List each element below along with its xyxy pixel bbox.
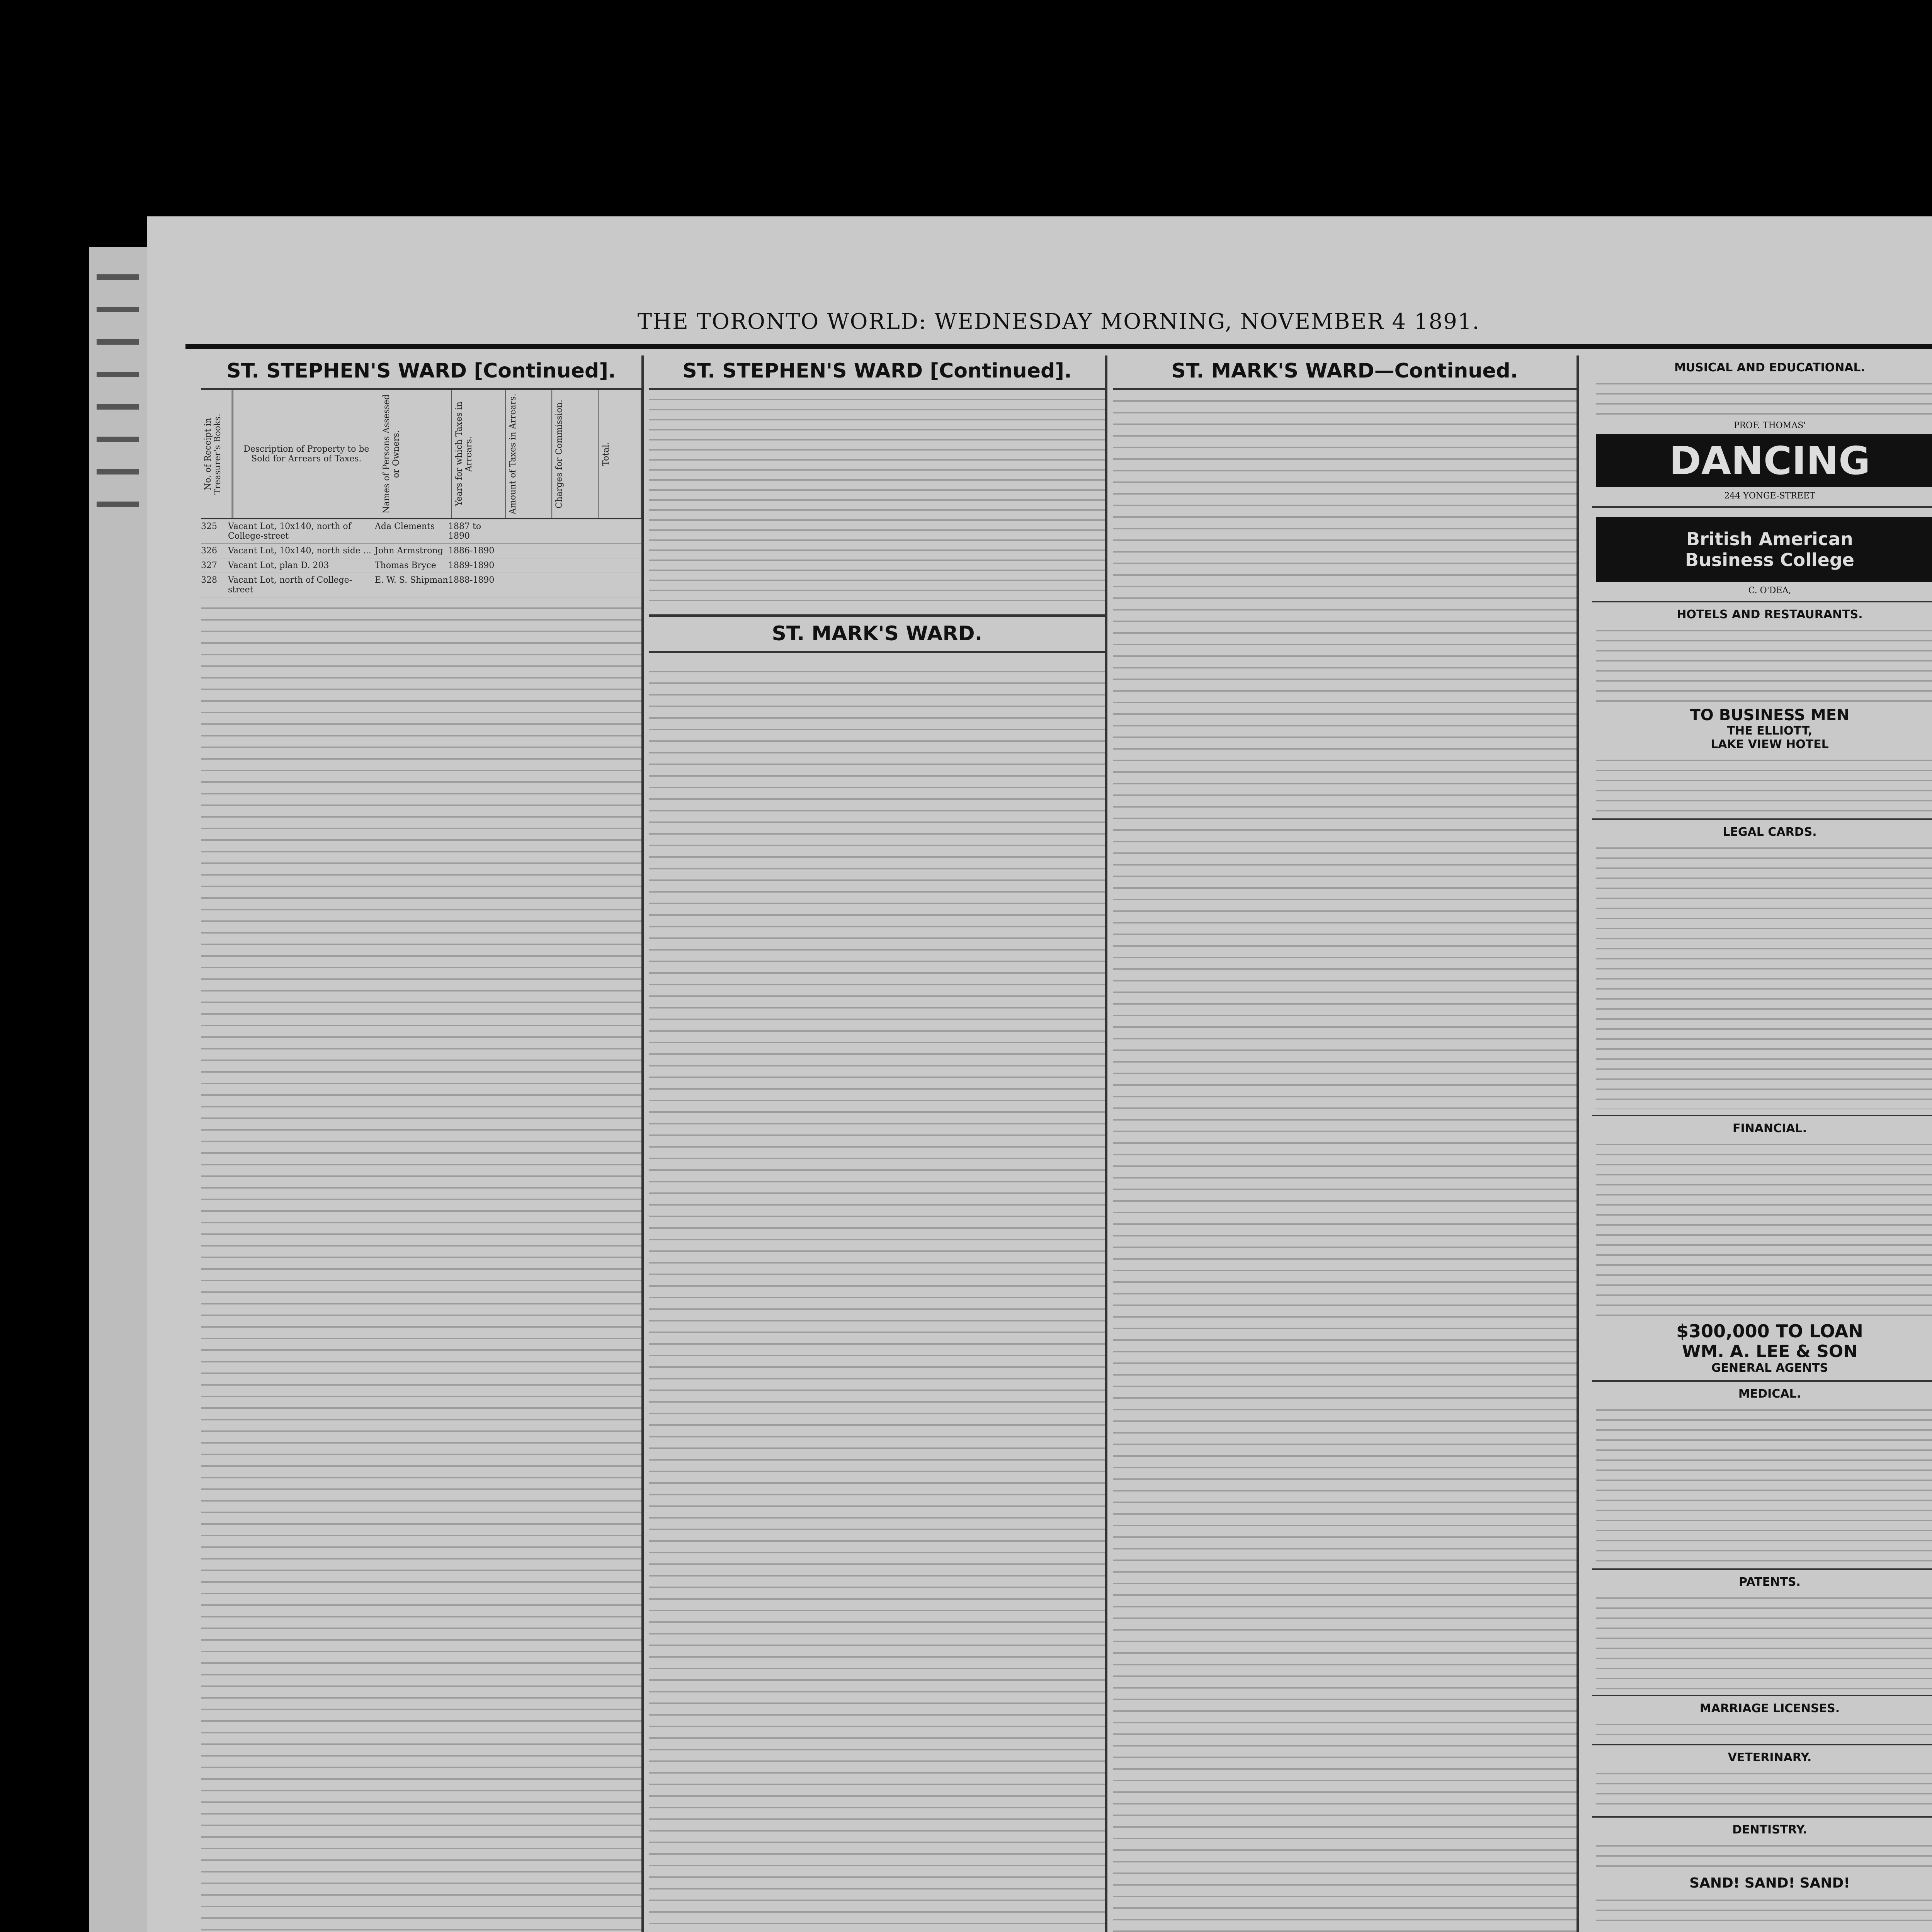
adjacent-page-edge: [89, 247, 155, 1932]
section-heading: ST. MARK'S WARD.: [649, 614, 1105, 653]
ad-text-block: [1596, 1764, 1932, 1811]
years-in-arrears: 1888-1890: [448, 575, 495, 585]
ad-hotels: [1592, 602, 1932, 820]
listing-text-block: [649, 390, 1105, 607]
ad-financial: [1592, 1116, 1932, 1382]
owner-name: Thomas Bryce: [375, 561, 436, 570]
section-label: LEGAL CARDS.: [1723, 825, 1817, 839]
ad-text-block: [1596, 374, 1932, 421]
ad-address: 244 YONGE-STREET: [1724, 491, 1815, 501]
header-years: Years for which Taxes in Arrears.: [452, 390, 506, 518]
masthead: THE TORONTO WORLD: WEDNESDAY MORNING, NOVEMBER 4 1891.: [185, 309, 1932, 349]
header-description: Description of Property to be Sold for Arrears of Taxes.: [233, 390, 380, 518]
listing-text-block: [649, 661, 1105, 1932]
years-in-arrears: 1889-1890: [448, 561, 495, 570]
section-label: MUSICAL AND EDUCATIONAL.: [1674, 361, 1866, 374]
receipt-number: 326: [201, 546, 217, 556]
property-description: Vacant Lot, plan D. 203: [228, 561, 329, 570]
ad-legal: [1592, 820, 1932, 1116]
receipt-number: 327: [201, 561, 217, 570]
header-owner: Names of Persons Assessed or Owners.: [379, 390, 452, 518]
column-heading: ST. STEPHEN'S WARD [Continued].: [649, 355, 1105, 390]
ad-name: C. O'DEA,: [1748, 586, 1791, 595]
ad-marriage: [1592, 1696, 1932, 1745]
column-3: [1113, 355, 1579, 1932]
ad-title: SAND! SAND! SAND!: [1689, 1875, 1850, 1891]
ad-business-college: [1592, 508, 1932, 602]
newspaper-page: [147, 216, 1932, 1932]
ad-text-block: [1596, 1589, 1932, 1689]
ad-text-block: [1596, 1891, 1932, 1930]
ad-text-block: [1596, 1715, 1932, 1738]
owner-name: E. W. S. Shipman: [375, 575, 448, 585]
ad-title: British American: [1686, 529, 1853, 549]
section-label: DENTISTRY.: [1732, 1823, 1807, 1837]
ad-title: THE ELLIOTT,: [1727, 724, 1813, 738]
receipt-number: 328: [201, 575, 217, 585]
ad-title: DANCING: [1596, 434, 1932, 487]
column-2: [649, 355, 1107, 1932]
years-in-arrears: 1886-1890: [448, 546, 495, 556]
section-label: HOTELS AND RESTAURANTS.: [1677, 608, 1863, 621]
ad-title: LAKE VIEW HOTEL: [1711, 738, 1829, 751]
receipt-number: 325: [201, 522, 217, 531]
column-heading: ST. STEPHEN'S WARD [Continued].: [201, 355, 641, 390]
section-label: MARRIAGE LICENSES.: [1699, 1702, 1840, 1715]
ad-patents: [1592, 1570, 1932, 1696]
ad-dancing: [1592, 355, 1932, 508]
ad-text-block: [1596, 751, 1932, 813]
ad-subtitle: GENERAL AGENTS: [1711, 1361, 1828, 1375]
header-total: Total.: [599, 390, 641, 518]
table-row: [201, 544, 641, 558]
ad-title: WM. A. LEE & SON: [1682, 1342, 1858, 1361]
ad-banner: [1596, 517, 1932, 582]
table-row: [201, 519, 641, 544]
ad-text-block: [1596, 1837, 1932, 1875]
property-description: Vacant Lot, north of College-street: [228, 575, 352, 595]
property-description: Vacant Lot, 10x140, north of College-street: [228, 522, 351, 541]
section-label: VETERINARY.: [1728, 1751, 1812, 1764]
ad-subtitle: PROF. THOMAS': [1733, 421, 1806, 430]
ad-text-block: [1596, 1401, 1932, 1563]
column-heading: ST. MARK'S WARD—Continued.: [1113, 355, 1577, 390]
years-in-arrears: 1887 to 1890: [448, 522, 481, 541]
table-headers: [201, 390, 641, 519]
listing-text-block: [201, 597, 641, 1932]
ad-veterinary: [1592, 1745, 1932, 1818]
ad-text-block: [1596, 1135, 1932, 1321]
owner-name: John Armstrong: [375, 546, 443, 556]
ad-title: Business College: [1685, 549, 1854, 570]
section-label: MEDICAL.: [1738, 1387, 1801, 1401]
table-row: [201, 573, 641, 597]
ad-title: TO BUSINESS MEN: [1690, 706, 1850, 724]
section-label: FINANCIAL.: [1733, 1122, 1807, 1135]
listing-text-block: [1113, 390, 1577, 1932]
ad-text-block: [1596, 839, 1932, 1109]
ad-medical: [1592, 1382, 1932, 1570]
owner-name: Ada Clements: [375, 522, 435, 531]
column-1: [201, 355, 644, 1932]
ad-title: $300,000 TO LOAN: [1676, 1321, 1863, 1342]
section-label: PATENTS.: [1739, 1575, 1801, 1589]
ad-dentistry: [1592, 1818, 1932, 1932]
table-row: [201, 558, 641, 573]
property-description: Vacant Lot, 10x140, north side ...: [228, 546, 371, 556]
column-4-advertisements: [1592, 355, 1932, 1932]
header-charges: Charges for Commission.: [552, 390, 599, 518]
header-amount: Amount of Taxes in Arrears.: [506, 390, 552, 518]
header-number: No. of Receipt in Treasurer's Books.: [201, 390, 233, 518]
ad-text-block: [1596, 621, 1932, 706]
